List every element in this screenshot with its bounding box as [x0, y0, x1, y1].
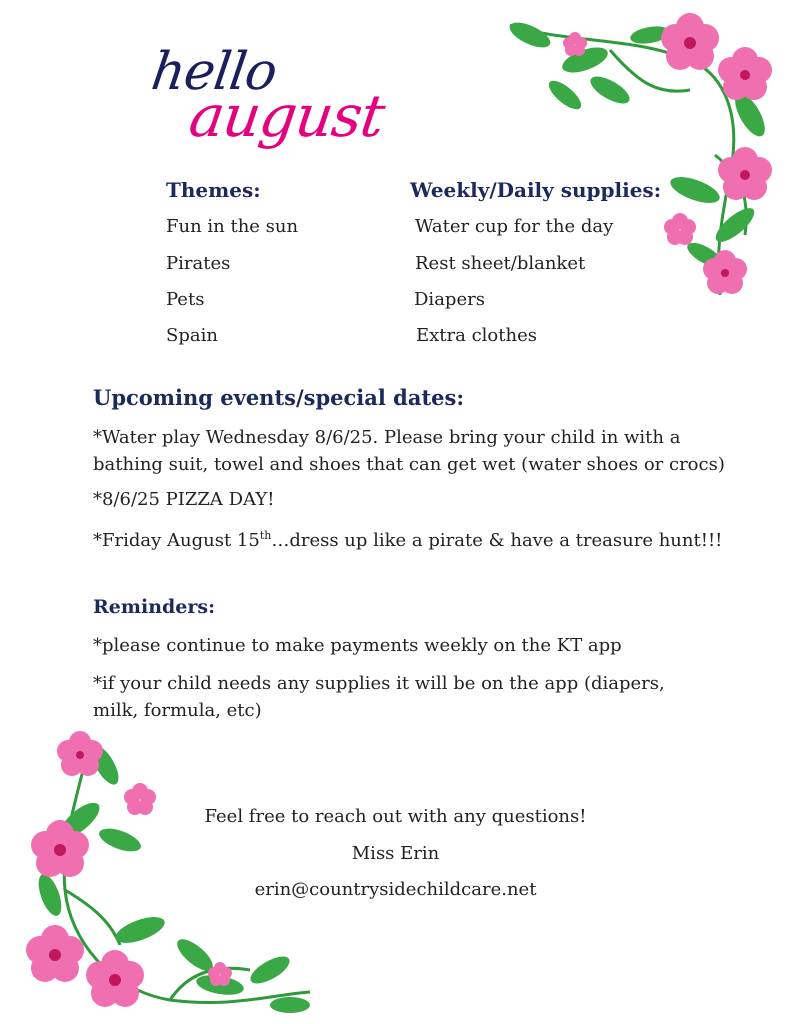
supply-item: Rest sheet/blanket: [415, 253, 586, 274]
theme-item: Spain: [166, 325, 218, 346]
supply-item: Extra clothes: [416, 325, 537, 346]
footer-questions: Feel free to reach out with any questions!: [204, 806, 587, 827]
hello-logo-text: hello: [147, 42, 281, 102]
reminders-heading: Reminders:: [93, 596, 216, 618]
themes-heading: Themes:: [166, 178, 261, 202]
supply-item: Diapers: [414, 289, 485, 310]
theme-item: Pirates: [166, 253, 231, 274]
event-pirate-day-end: …dress up like a pirate & have a treasure hunt!!!: [271, 530, 723, 551]
theme-item: Fun in the sun: [166, 216, 299, 237]
event-water-play: *Water play Wednesday 8/6/25. Please bring your child in with a bathing suit, towel and shoes that can get wet (water shoes or crocs): [93, 427, 725, 475]
floral-corner-bottom-left: [20, 730, 320, 1020]
theme-item: Pets: [166, 289, 205, 310]
reminder-payments: *please continue to make payments weekly on the KT app: [93, 635, 622, 656]
events-heading: Upcoming events/special dates:: [93, 385, 465, 410]
event-pizza-day: *8/6/25 PIZZA DAY!: [93, 489, 275, 510]
ordinal-suffix: th: [259, 529, 272, 542]
footer-signature: Miss Erin: [351, 843, 440, 864]
august-logo-text: august: [185, 82, 389, 150]
event-pirate-day: [93, 522, 733, 554]
supplies-heading: Weekly/Daily supplies:: [410, 178, 662, 202]
supply-item: Water cup for the day: [415, 216, 614, 237]
footer-email[interactable]: erin@countrysidechildcare.net: [254, 879, 537, 900]
reminder-supplies: *if your child needs any supplies it will be on the app (diapers, milk, formula, etc): [93, 673, 665, 721]
event-pirate-day-start: *Friday August 15: [93, 530, 260, 551]
